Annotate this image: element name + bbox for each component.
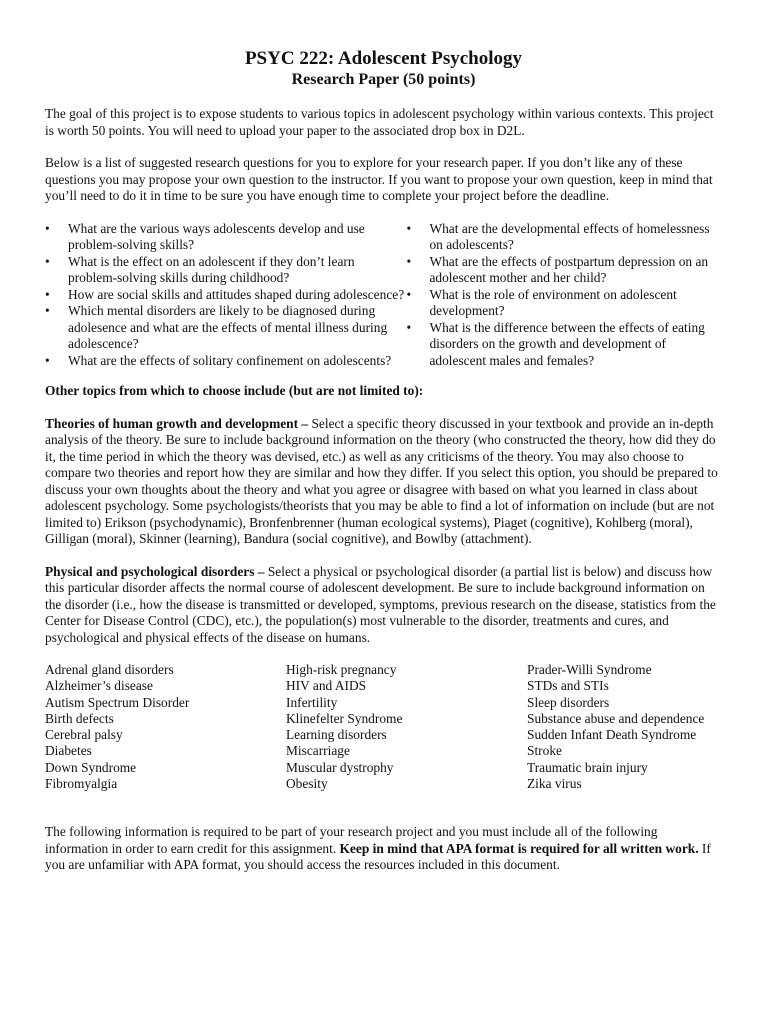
research-questions-left bbox=[45, 221, 404, 370]
disorder-item: Fibromyalgia bbox=[45, 776, 118, 792]
research-question: • Which mental disorders are likely to be diagnosed during adolesence and what are the effects of mental illness during adolescence? bbox=[45, 303, 404, 353]
requirements-paragraph bbox=[45, 824, 722, 874]
disorders-body: Select a physical or psychological disorder (a partial list is below) and discuss how this particular disorder affects the normal course of adolescent development. Be sure to include background information on the disorder (i.e., how the disease is transmitted or developed, symptoms, previous research on the disease, statistics from the Center for Disease Control (CDC), etc.), the population(s) most vulnerable to the disorder, treatments and cures, and psychological and physical effects of the disease on humans. bbox=[45, 563, 716, 645]
disorder-list-column-2 bbox=[286, 662, 527, 792]
disorder-item: Obesity bbox=[286, 776, 328, 792]
research-question: • What is the effect on an adolescent if they don’t learn problem-solving skills during childhood? bbox=[45, 254, 404, 287]
disorder-item: STDs and STIs bbox=[527, 678, 609, 694]
disorder-item: Autism Spectrum Disorder bbox=[45, 694, 190, 710]
disorder-item: Stroke bbox=[527, 743, 562, 759]
page-title: PSYC 222: Adolescent Psychology bbox=[244, 48, 523, 69]
disorder-item: Down Syndrome bbox=[45, 759, 137, 775]
research-questions-right bbox=[406, 221, 722, 370]
disorder-item: Sudden Infant Death Syndrome bbox=[527, 727, 697, 743]
disorder-item: Sleep disorders bbox=[527, 694, 610, 710]
requirements-text-2: If you are unfamiliar with APA format, you should access the resources included in this document. bbox=[45, 840, 711, 873]
theories-paragraph bbox=[45, 416, 722, 548]
disorder-item: Substance abuse and dependence bbox=[527, 710, 705, 726]
disorder-list bbox=[45, 662, 722, 792]
disorder-item: Diabetes bbox=[45, 743, 92, 759]
disorder-item: Klinefelter Syndrome bbox=[286, 710, 403, 726]
research-question: • What is the difference between the effects of eating disorders on the growth and development of adolescent males and females? bbox=[406, 320, 722, 370]
research-question: • What are the developmental effects of homelessness on adolescents? bbox=[406, 221, 722, 254]
disorder-item: High-risk pregnancy bbox=[286, 662, 397, 677]
research-question: • What are the effects of solitary confinement on adolescents? bbox=[45, 353, 404, 370]
page-subtitle: Research Paper (50 points) bbox=[291, 71, 476, 88]
theories-body: Select a specific theory discussed in your textbook and provide an in-depth analysis of the theory. Be sure to include background information on the theory (who constructed the theory, how did they do it, the time period in which the theory was devised, etc.) as well as any criticisms of the theory. You may also choose to compare two theories and report how they are similar and how they differ. If you select this option, you should be prepared to discuss your own thoughts about the theory and what you agree or disagree with based on what you learned in class about adolescent psychology. Some psychologists/theorists that you may be able to find a lot of information on include (but are not limited to) Erikson (psychodynamic), Bronfenbrenner (human ecological systems), Piaget (cognitive), Kohlberg (moral), Gilligan (moral), Skinner (learning), Bandura (social cognitive), and Bowlby (attachment). bbox=[45, 415, 718, 546]
disorder-item: Zika virus bbox=[527, 776, 582, 792]
intro-goal-paragraph: The goal of this project is to expose students to various topics in adolescent psychology within various contexts. This project is worth 50 points. You will need to upload your paper to the associated drop box in D2L. bbox=[45, 106, 714, 138]
research-questions bbox=[45, 221, 722, 370]
other-topics-heading: Other topics from which to choose include (but are not limited to): bbox=[45, 383, 424, 398]
disorder-item: Cerebral palsy bbox=[45, 727, 123, 743]
disorder-list-column-3 bbox=[527, 662, 722, 792]
disorder-item: Traumatic brain injury bbox=[527, 759, 648, 775]
disorder-item: Learning disorders bbox=[286, 727, 387, 743]
disorder-item: HIV and AIDS bbox=[286, 678, 367, 694]
research-question: • What are the effects of postpartum depression on an adolescent mother and her child? bbox=[406, 254, 722, 287]
disorder-item: Adrenal gland disorders bbox=[45, 662, 174, 677]
disorder-item: Muscular dystrophy bbox=[286, 759, 394, 775]
research-question: • How are social skills and attitudes shaped during adolescence? bbox=[45, 287, 404, 304]
disorder-item: Alzheimer’s disease bbox=[45, 678, 153, 694]
research-question: • What are the various ways adolescents develop and use problem-solving skills? bbox=[45, 221, 404, 254]
disorder-item: Miscarriage bbox=[286, 743, 350, 759]
disorder-item: Prader-Willi Syndrome bbox=[527, 662, 652, 677]
apa-requirement-note: Keep in mind that APA format is required for all written work. bbox=[339, 840, 699, 856]
disorders-paragraph bbox=[45, 564, 722, 647]
intro-list-paragraph: Below is a list of suggested research questions for you to explore for your research paper. If you don’t like any of these questions you may propose your own question to the instructor. If you want to propose your own question, keep in mind that you’ll need to do it in time to be sure you have enough time to complete your project before the deadline. bbox=[45, 155, 713, 203]
research-question: • What is the role of environment on adolescent development? bbox=[406, 287, 722, 320]
requirements-text-1: The following information is required to be part of your research project and you must include all of the following information in order to earn credit for this assignment. bbox=[45, 824, 658, 856]
theories-heading: Theories of human growth and development – bbox=[45, 415, 309, 431]
disorder-item: Birth defects bbox=[45, 710, 114, 726]
disorder-list-column-1 bbox=[45, 662, 286, 792]
disorder-item: Infertility bbox=[286, 694, 338, 710]
disorders-heading: Physical and psychological disorders – bbox=[45, 563, 265, 579]
